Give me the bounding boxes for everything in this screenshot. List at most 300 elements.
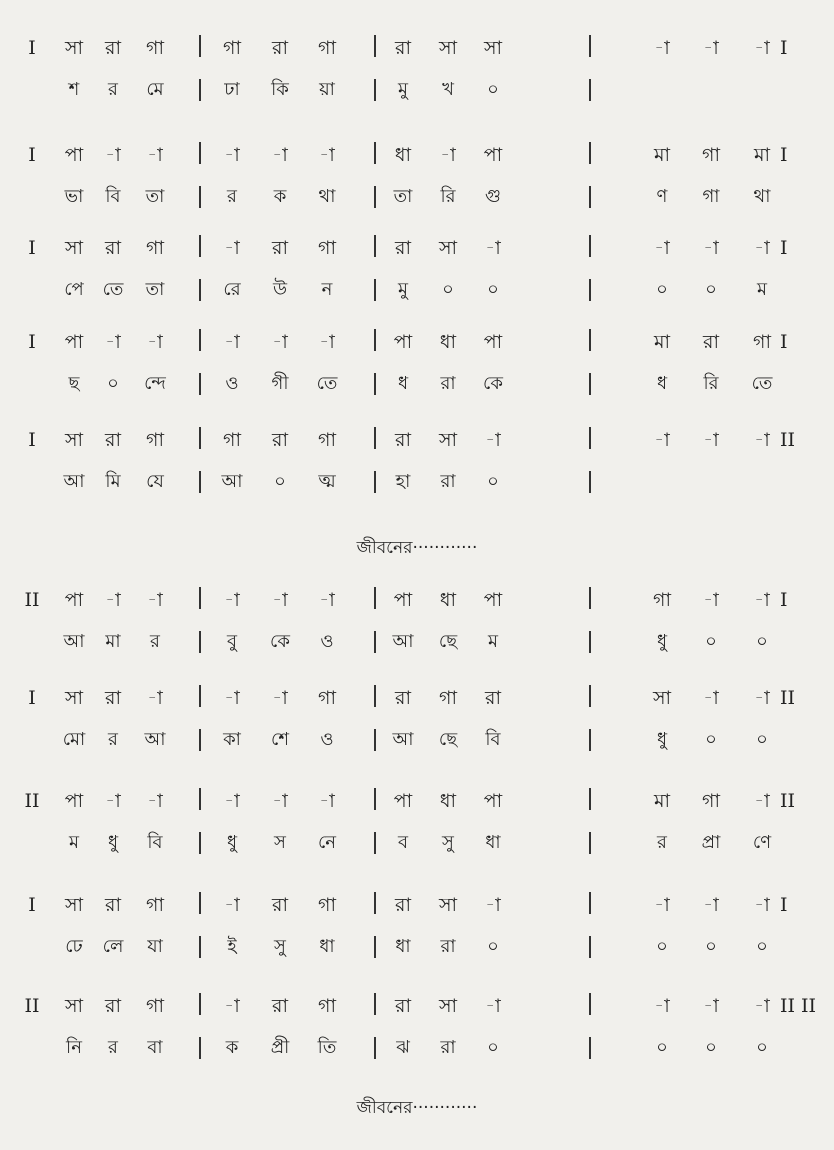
syllable-cell: ০ (705, 1037, 717, 1058)
syllable-cell: আ (221, 471, 243, 492)
swara-cell: -া (224, 589, 240, 611)
lyric-line (0, 823, 834, 863)
start-bar-mark: I (28, 331, 36, 353)
syllable-cell: র (227, 186, 237, 207)
swara-cell: -া (485, 995, 501, 1017)
syllable-cell: প্রা (701, 832, 721, 853)
syllable-cell: বি (147, 832, 163, 853)
swara-cell: সা (64, 894, 84, 916)
end-bar-mark: I (780, 331, 788, 353)
swara-cell: -া (703, 429, 719, 451)
syllable-cell: র (108, 729, 118, 750)
swara-cell: রা (703, 331, 719, 353)
start-bar-mark: II (24, 790, 40, 812)
refrain-marker: জীবনের············ (356, 538, 478, 558)
bar-line (199, 235, 201, 257)
syllable-cell: র (150, 631, 160, 652)
swara-cell: ধা (439, 331, 457, 353)
syllable-cell: ০ (656, 279, 668, 300)
swara-cell: গা (223, 37, 241, 59)
syllable-cell: ও (320, 729, 334, 750)
syllable-cell: ম (488, 631, 498, 652)
start-bar-mark: I (28, 237, 36, 259)
swara-cell: গা (318, 894, 336, 916)
bar-line (589, 1037, 591, 1059)
bar-line (589, 235, 591, 257)
syllable-cell: গী (271, 373, 289, 394)
bar-line (199, 142, 201, 164)
swara-cell: -া (754, 237, 770, 259)
syllable-cell: রা (440, 936, 456, 957)
swara-cell: গা (753, 331, 771, 353)
swara-cell: -া (654, 37, 670, 59)
swara-cell: গা (318, 37, 336, 59)
syllable-cell: ০ (442, 279, 454, 300)
syllable-cell: ম (69, 832, 79, 853)
swara-cell: -া (147, 790, 163, 812)
swara-cell: পা (64, 589, 84, 611)
swara-cell: মা (653, 144, 671, 166)
swara-cell: সা (652, 687, 672, 709)
syllable-cell: যে (146, 471, 164, 492)
swara-cell: মা (653, 790, 671, 812)
bar-line (374, 35, 376, 57)
notation-stanza (0, 322, 834, 412)
lyric-line (0, 720, 834, 760)
bar-line (199, 788, 201, 810)
syllable-cell: ০ (705, 936, 717, 957)
swara-cell: -া (105, 331, 121, 353)
end-bar-mark: I (780, 894, 788, 916)
bar-line (199, 993, 201, 1015)
bar-line (199, 685, 201, 707)
swara-cell: রা (105, 37, 121, 59)
swara-cell: -া (703, 687, 719, 709)
swara-cell: -া (703, 237, 719, 259)
syllable-cell: ও (225, 373, 239, 394)
syllable-cell: মা (105, 631, 121, 652)
syllable-cell: ০ (756, 631, 768, 652)
swara-cell: রা (272, 237, 288, 259)
syllable-cell: হা (395, 471, 411, 492)
bar-line (589, 832, 591, 854)
syllable-cell: ক (225, 1037, 239, 1058)
swara-cell: সা (64, 687, 84, 709)
swara-cell: -া (319, 144, 335, 166)
bar-line (589, 142, 591, 164)
lyric-line (0, 364, 834, 404)
notation-stanza (0, 228, 834, 318)
bar-line (199, 936, 201, 958)
syllable-cell: মে (146, 79, 164, 100)
syllable-cell: ০ (705, 729, 717, 750)
syllable-cell: নি (66, 1037, 82, 1058)
swara-cell: -া (224, 687, 240, 709)
swara-cell: -া (147, 687, 163, 709)
syllable-cell: ০ (656, 936, 668, 957)
swara-cell: রা (395, 37, 411, 59)
swara-cell: গা (146, 237, 164, 259)
syllable-cell: গু (485, 186, 501, 207)
syllable-cell: কে (270, 631, 290, 652)
swara-cell: -া (485, 429, 501, 451)
syllable-cell: ও (320, 631, 334, 652)
syllable-cell: আ (392, 729, 414, 750)
bar-line (589, 35, 591, 57)
swara-cell: -া (272, 790, 288, 812)
swara-cell: -া (319, 331, 335, 353)
swara-cell: রা (105, 687, 121, 709)
syllable-cell: ধু (656, 631, 668, 652)
syllable-cell: ০ (107, 373, 119, 394)
syllable-cell: ধু (107, 832, 119, 853)
bar-line (374, 471, 376, 493)
syllable-cell: বু (226, 631, 238, 652)
notation-stanza (0, 420, 834, 510)
bar-line (199, 471, 201, 493)
swara-cell: -া (224, 894, 240, 916)
syllable-cell: ছ (68, 373, 80, 394)
swara-cell: পা (483, 589, 503, 611)
bar-line (199, 631, 201, 653)
syllable-cell: ঢে (65, 936, 83, 957)
swara-cell: -া (703, 37, 719, 59)
swara-cell: সা (438, 429, 458, 451)
swara-line (0, 986, 834, 1026)
swara-cell: -া (754, 37, 770, 59)
swara-cell: রা (485, 687, 501, 709)
notation-stanza (0, 678, 834, 768)
swara-cell: -া (224, 237, 240, 259)
end-bar-mark: II (780, 687, 796, 709)
bar-line (199, 427, 201, 449)
bar-line (374, 685, 376, 707)
syllable-cell: মু (398, 79, 408, 100)
syllable-cell: ০ (487, 936, 499, 957)
bar-line (199, 79, 201, 101)
notation-stanza (0, 580, 834, 670)
bar-line (199, 1037, 201, 1059)
bar-line (374, 832, 376, 854)
swara-cell: -া (319, 790, 335, 812)
swara-cell: -া (754, 790, 770, 812)
swara-cell: সা (64, 37, 84, 59)
syllable-cell: ভা (64, 186, 84, 207)
start-bar-mark: I (28, 144, 36, 166)
syllable-cell: ম (757, 279, 767, 300)
swara-line (0, 28, 834, 68)
start-bar-mark: I (28, 37, 36, 59)
syllable-cell: নে (317, 832, 337, 853)
syllable-cell: তা (145, 279, 165, 300)
syllable-cell: রি (703, 373, 719, 394)
end-bar-mark: II (780, 429, 796, 451)
swara-cell: রা (105, 429, 121, 451)
swara-line (0, 678, 834, 718)
swara-cell: -া (754, 429, 770, 451)
syllable-cell: আ (392, 631, 414, 652)
swara-cell: রা (395, 894, 411, 916)
bar-line (589, 79, 591, 101)
syllable-cell: ক (273, 186, 287, 207)
bar-line (589, 587, 591, 609)
swara-cell: সা (64, 995, 84, 1017)
swara-cell: পা (64, 790, 84, 812)
notation-stanza (0, 135, 834, 225)
bar-line (589, 471, 591, 493)
swara-line (0, 580, 834, 620)
syllable-cell: রা (440, 1037, 456, 1058)
syllable-cell: ০ (756, 1037, 768, 1058)
bar-line (374, 142, 376, 164)
syllable-cell: ০ (756, 936, 768, 957)
swara-cell: সা (64, 237, 84, 259)
swara-cell: ধা (394, 144, 412, 166)
swara-cell: পা (393, 331, 413, 353)
syllable-cell: মো (62, 729, 86, 750)
swara-cell: গা (702, 144, 720, 166)
lyric-line (0, 70, 834, 110)
syllable-cell: ০ (705, 631, 717, 652)
syllable-cell: ধা (319, 936, 335, 957)
bar-line (199, 329, 201, 351)
syllable-cell: ০ (487, 1037, 499, 1058)
bar-line (374, 1037, 376, 1059)
bar-line (374, 373, 376, 395)
syllable-cell: আ (144, 729, 166, 750)
swara-cell: সা (438, 37, 458, 59)
syllable-cell: মু (398, 279, 408, 300)
syllable-cell: শ (68, 79, 80, 100)
syllable-cell: র (108, 1037, 118, 1058)
syllable-cell: র (657, 832, 667, 853)
syllable-cell: য়া (319, 79, 335, 100)
syllable-cell: থা (318, 186, 336, 207)
bar-line (199, 729, 201, 751)
syllable-cell: ছে (438, 631, 458, 652)
bar-line (199, 892, 201, 914)
swara-cell: -া (224, 144, 240, 166)
bar-line (374, 279, 376, 301)
syllable-cell: ০ (705, 279, 717, 300)
swara-cell: রা (105, 995, 121, 1017)
swara-cell: পা (393, 790, 413, 812)
swara-line (0, 885, 834, 925)
bar-line (589, 936, 591, 958)
lyric-line (0, 1028, 834, 1068)
syllable-cell: খ (442, 79, 454, 100)
syllable-cell: ছে (438, 729, 458, 750)
syllable-cell: ধু (656, 729, 668, 750)
swara-cell: -া (224, 790, 240, 812)
bar-line (589, 186, 591, 208)
swara-cell: পা (483, 790, 503, 812)
bar-line (374, 587, 376, 609)
syllable-cell: আ (63, 471, 85, 492)
bar-line (374, 186, 376, 208)
swara-cell: -া (224, 995, 240, 1017)
lyric-line (0, 927, 834, 967)
swara-cell: রা (272, 429, 288, 451)
swara-cell: -া (654, 894, 670, 916)
bar-line (199, 832, 201, 854)
swara-cell: গা (439, 687, 457, 709)
syllable-cell: মি (105, 471, 121, 492)
syllable-cell: র (108, 79, 118, 100)
syllable-cell: সু (442, 832, 454, 853)
syllable-cell: স (274, 832, 286, 853)
swara-cell: -া (272, 331, 288, 353)
syllable-cell: তি (317, 1037, 337, 1058)
swara-line (0, 781, 834, 821)
start-bar-mark: I (28, 894, 36, 916)
swara-cell: -া (754, 995, 770, 1017)
syllable-cell: তে (102, 279, 124, 300)
syllable-cell: উ (272, 279, 288, 300)
swara-cell: -া (319, 589, 335, 611)
swara-cell: গা (318, 687, 336, 709)
swara-cell: রা (105, 237, 121, 259)
syllable-cell: তা (145, 186, 165, 207)
swara-cell: -া (485, 894, 501, 916)
swara-cell: -া (485, 237, 501, 259)
swara-cell: -া (272, 144, 288, 166)
syllable-cell: রা (440, 471, 456, 492)
syllable-cell: ত্ম (318, 471, 336, 492)
swara-cell: -া (754, 687, 770, 709)
swara-cell: গা (702, 790, 720, 812)
swara-cell: রা (272, 37, 288, 59)
syllable-cell: ০ (656, 1037, 668, 1058)
bar-line (199, 587, 201, 609)
swara-cell: গা (146, 37, 164, 59)
bar-line (589, 279, 591, 301)
swara-cell: রা (395, 687, 411, 709)
refrain-marker: জীবনের············ (356, 1098, 478, 1118)
syllable-cell: রি (440, 186, 456, 207)
swara-cell: -া (654, 429, 670, 451)
syllable-cell: ব (397, 832, 409, 853)
swara-cell: পা (393, 589, 413, 611)
swara-cell: -া (440, 144, 456, 166)
lyric-line (0, 270, 834, 310)
swara-cell: সা (483, 37, 503, 59)
syllable-cell: তা (393, 186, 413, 207)
syllable-cell: ধু (226, 832, 238, 853)
end-bar-mark: I (780, 144, 788, 166)
syllable-cell: ধা (395, 936, 411, 957)
swara-cell: -া (654, 237, 670, 259)
syllable-cell: ০ (487, 279, 499, 300)
bar-line (199, 186, 201, 208)
lyric-line (0, 177, 834, 217)
bar-line (199, 373, 201, 395)
bar-line (374, 892, 376, 914)
bar-line (589, 788, 591, 810)
syllable-cell: বি (105, 186, 121, 207)
start-bar-mark: I (28, 687, 36, 709)
bar-line (374, 329, 376, 351)
syllable-cell: কা (223, 729, 241, 750)
notation-stanza (0, 28, 834, 118)
bar-line (589, 892, 591, 914)
bar-line (374, 729, 376, 751)
end-bar-mark: I (780, 37, 788, 59)
syllable-cell: ই (227, 936, 237, 957)
swara-cell: রা (395, 237, 411, 259)
swara-cell: রা (395, 995, 411, 1017)
swara-cell: -া (754, 894, 770, 916)
notation-stanza (0, 885, 834, 975)
swara-cell: -া (654, 995, 670, 1017)
bar-line (374, 936, 376, 958)
swara-cell: গা (223, 429, 241, 451)
bar-line (589, 631, 591, 653)
swara-cell: -া (272, 589, 288, 611)
swara-cell: পা (64, 331, 84, 353)
swara-line (0, 420, 834, 460)
bar-line (199, 279, 201, 301)
syllable-cell: তে (751, 373, 773, 394)
lyric-line (0, 462, 834, 502)
swara-cell: সা (438, 894, 458, 916)
swara-cell: -া (703, 589, 719, 611)
swara-cell: সা (64, 429, 84, 451)
swara-cell: -া (105, 589, 121, 611)
bar-line (589, 685, 591, 707)
syllable-cell: রে (223, 279, 241, 300)
end-bar-mark: II II (780, 995, 817, 1017)
end-bar-mark: I (780, 237, 788, 259)
syllable-cell: কে (483, 373, 503, 394)
swara-cell: গা (318, 429, 336, 451)
bar-line (589, 373, 591, 395)
swara-cell: পা (483, 331, 503, 353)
lyric-line (0, 622, 834, 662)
swara-cell: -া (703, 995, 719, 1017)
bar-line (589, 993, 591, 1015)
swara-cell: রা (395, 429, 411, 451)
syllable-cell: ন্দে (144, 373, 166, 394)
swara-cell: মা (653, 331, 671, 353)
swara-cell: -া (224, 331, 240, 353)
syllable-cell: তে (316, 373, 338, 394)
syllable-cell: ০ (487, 79, 499, 100)
bar-line (589, 329, 591, 351)
swara-cell: ধা (439, 589, 457, 611)
syllable-cell: ন (321, 279, 333, 300)
notation-stanza (0, 781, 834, 871)
bar-line (374, 631, 376, 653)
syllable-cell: বি (485, 729, 501, 750)
swara-cell: রা (105, 894, 121, 916)
syllable-cell: রা (440, 373, 456, 394)
end-bar-mark: II (780, 790, 796, 812)
bar-line (374, 788, 376, 810)
bar-line (589, 729, 591, 751)
syllable-cell: পে (64, 279, 84, 300)
bar-line (374, 427, 376, 449)
syllable-cell: ঝ (396, 1037, 410, 1058)
syllable-cell: প্রী (270, 1037, 290, 1058)
swara-cell: গা (318, 995, 336, 1017)
syllable-cell: কি (271, 79, 289, 100)
syllable-cell: ০ (756, 729, 768, 750)
swara-cell: সা (438, 995, 458, 1017)
syllable-cell: ণ (656, 186, 668, 207)
swara-cell: মা (753, 144, 771, 166)
syllable-cell: গা (702, 186, 720, 207)
